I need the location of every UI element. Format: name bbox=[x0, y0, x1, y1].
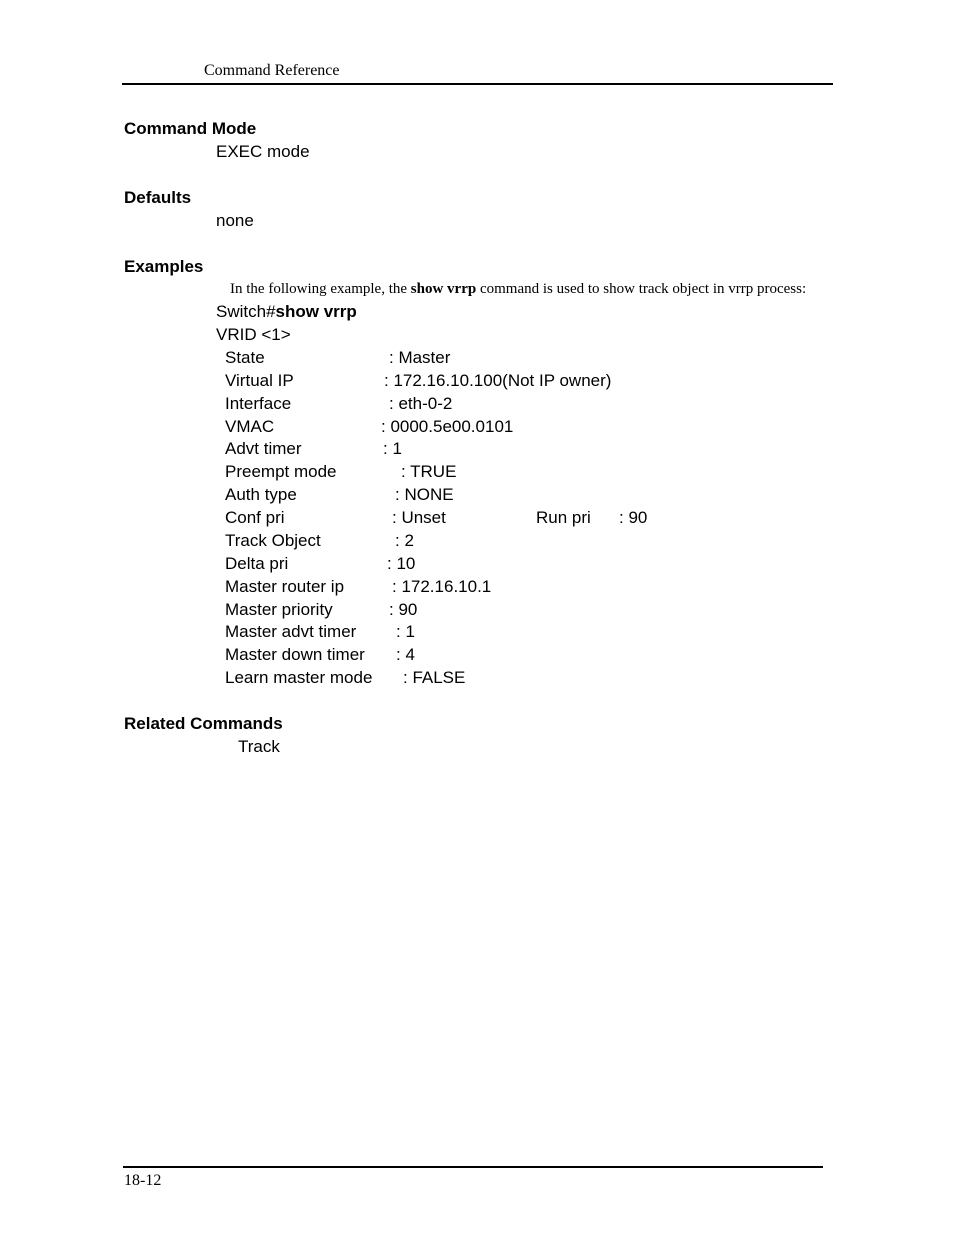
intro-before: In the following example, the bbox=[230, 281, 411, 297]
cli-prompt: Switch# bbox=[216, 302, 276, 321]
output-label-vmac: VMAC bbox=[225, 417, 275, 436]
output-value-master-router-ip: : 172.16.10.1 bbox=[392, 577, 492, 596]
output-value-advt-timer: : 1 bbox=[383, 439, 402, 458]
output-value-virtual-ip: : 172.16.10.100(Not IP owner) bbox=[384, 371, 612, 390]
defaults-text: none bbox=[216, 211, 254, 230]
output-label-track-object: Track Object bbox=[225, 531, 321, 550]
cli-command-line bbox=[216, 302, 357, 322]
output-label-state: State bbox=[225, 348, 265, 367]
output-label-master-down-timer: Master down timer bbox=[225, 645, 365, 664]
output-value-master-priority: : 90 bbox=[389, 600, 418, 619]
output-label-auth-type: Auth type bbox=[225, 485, 297, 504]
output-label-run-pri: Run pri bbox=[536, 508, 591, 527]
output-value-preempt-mode: : TRUE bbox=[401, 462, 457, 481]
command-mode-text: EXEC mode bbox=[216, 142, 310, 161]
section-heading-defaults: Defaults bbox=[124, 188, 192, 207]
output-label-advt-timer: Advt timer bbox=[225, 439, 302, 458]
section-heading-command-mode: Command Mode bbox=[124, 119, 257, 138]
output-value-delta-pri: : 10 bbox=[387, 554, 416, 573]
output-value-auth-type: : NONE bbox=[395, 485, 454, 504]
intro-command: show vrrp bbox=[410, 281, 477, 297]
cli-command: show vrrp bbox=[275, 302, 357, 321]
output-label-interface: Interface bbox=[225, 394, 292, 413]
header-rule bbox=[122, 83, 833, 85]
output-value-track-object: : 2 bbox=[395, 531, 414, 550]
examples-intro bbox=[230, 281, 806, 298]
related-command-track: Track bbox=[238, 737, 280, 756]
section-heading-examples: Examples bbox=[124, 257, 204, 276]
output-label-conf-pri: Conf pri bbox=[225, 508, 285, 527]
output-label-master-priority: Master priority bbox=[225, 600, 333, 619]
output-value-run-pri: : 90 bbox=[619, 508, 648, 527]
output-value-state: : Master bbox=[389, 348, 451, 367]
output-value-master-down-timer: : 4 bbox=[396, 645, 415, 664]
output-label-master-router-ip: Master router ip bbox=[225, 577, 345, 596]
output-label-delta-pri: Delta pri bbox=[225, 554, 289, 573]
output-value-conf-pri: : Unset bbox=[392, 508, 446, 527]
footer-rule bbox=[123, 1166, 823, 1168]
output-value-vmac: : 0000.5e00.0101 bbox=[381, 417, 514, 436]
page-number: 18-12 bbox=[124, 1172, 162, 1189]
output-label-master-advt-timer: Master advt timer bbox=[225, 622, 357, 641]
output-value-master-advt-timer: : 1 bbox=[396, 622, 415, 641]
output-value-learn-master-mode: : FALSE bbox=[403, 668, 466, 687]
section-heading-related-commands: Related Commands bbox=[124, 714, 283, 733]
output-value-interface: : eth-0-2 bbox=[389, 394, 453, 413]
output-label-learn-master-mode: Learn master mode bbox=[225, 668, 373, 687]
intro-after: command is used to show track object in vrrp process: bbox=[476, 281, 807, 297]
vrid-line: VRID <1> bbox=[216, 325, 291, 344]
running-header: Command Reference bbox=[204, 62, 340, 79]
output-label-preempt-mode: Preempt mode bbox=[225, 462, 337, 481]
output-label-virtual-ip: Virtual IP bbox=[225, 371, 294, 390]
